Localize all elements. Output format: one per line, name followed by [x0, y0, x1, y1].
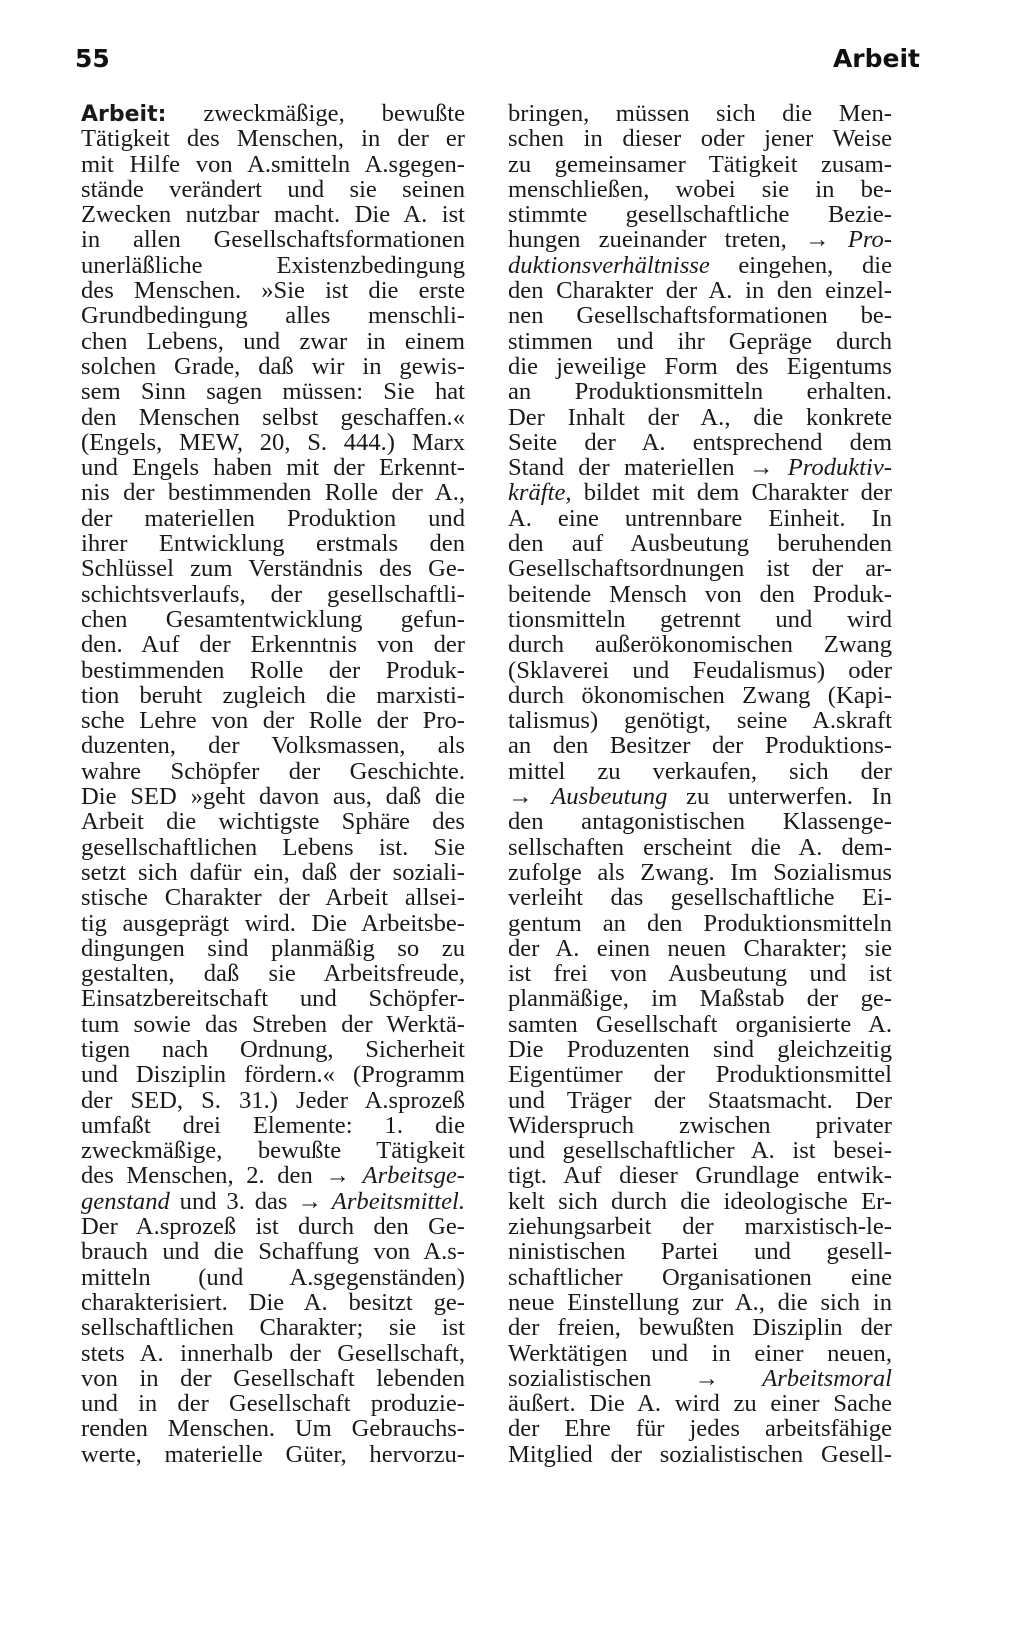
line-text: neue Einstellung zur A., die sich in — [508, 1288, 892, 1316]
text-line — [508, 683, 892, 708]
line-text: des Menschen, 2. den → — [81, 1162, 363, 1190]
text-line — [81, 379, 465, 404]
text-line — [508, 1189, 892, 1214]
text-line — [508, 227, 892, 252]
line-text: Grundbedingung alles menschli- — [81, 302, 465, 330]
text-line — [508, 1088, 892, 1113]
text-line — [81, 582, 465, 607]
line-text: und Disziplin fördern.« (Programm — [81, 1061, 465, 1089]
line-text: gentum an den Produktionsmitteln — [508, 909, 892, 937]
line-text: schaftlicher Organisationen eine — [508, 1263, 892, 1291]
text-line — [81, 329, 465, 354]
text-line — [508, 582, 892, 607]
line-text: ist frei von Ausbeutung und ist — [508, 960, 892, 988]
cross-reference: Ausbeutung — [551, 783, 668, 811]
running-head: Arbeit — [832, 44, 920, 73]
line-text: eingehen, die — [709, 251, 892, 279]
text-line — [508, 1265, 892, 1290]
line-text: der SED, S. 31.) Jeder A.sprozeß — [81, 1086, 465, 1114]
text-line — [508, 329, 892, 354]
text-line — [508, 354, 892, 379]
line-text: A. eine untrennbare Einheit. In — [508, 504, 892, 532]
line-text: gesellschaftlichen Lebens ist. Sie — [81, 833, 465, 861]
text-line — [81, 202, 465, 227]
text-line — [508, 986, 892, 1011]
text-line — [81, 278, 465, 303]
line-text: zweckmäßige, bewußte — [203, 100, 465, 127]
text-line — [81, 911, 465, 936]
text-line — [81, 1037, 465, 1062]
text-line — [508, 1037, 892, 1062]
line-text: bildet mit dem Charakter der — [571, 479, 892, 507]
text-line — [508, 911, 892, 936]
line-text: durch ökonomischen Zwang (Kapi- — [508, 681, 892, 709]
text-line — [81, 253, 465, 278]
text-line — [81, 1012, 465, 1037]
text-line — [81, 1416, 465, 1441]
line-text: die jeweilige Form des Eigentums — [508, 352, 892, 380]
line-text: kelt sich durch die ideologische Er- — [508, 1187, 892, 1215]
line-text: des Menschen. »Sie ist die erste — [81, 277, 465, 305]
line-text: → — [508, 783, 552, 811]
text-line — [508, 1341, 892, 1366]
text-line — [81, 809, 465, 834]
text-line — [508, 936, 892, 961]
text-line — [508, 1214, 892, 1239]
text-line — [508, 1113, 892, 1138]
line-text: mit Hilfe von A.smitteln A.sgegen- — [81, 150, 465, 178]
text-line — [81, 1290, 465, 1315]
line-text: schen in dieser oder jener Weise — [508, 125, 892, 153]
line-text: schichtsverlaufs, der gesellschaftli- — [81, 580, 465, 608]
text-line — [81, 1088, 465, 1113]
text-line — [81, 1366, 465, 1391]
text-line — [508, 202, 892, 227]
text-line — [81, 835, 465, 860]
text-line — [81, 708, 465, 733]
text-line — [508, 455, 892, 480]
text-line — [81, 430, 465, 455]
text-line — [81, 405, 465, 430]
line-text: tigen nach Ordnung, Sicherheit — [81, 1035, 465, 1063]
cross-reference: genstand — [81, 1187, 170, 1215]
line-text: an Produktionsmitteln erhalten. — [508, 378, 892, 406]
cross-reference: Arbeitsmoral — [762, 1364, 892, 1392]
line-text: Die SED »geht davon aus, daß die — [81, 783, 465, 811]
line-text: tionsmitteln getrennt und wird — [508, 605, 892, 633]
text-line — [508, 1290, 892, 1315]
line-text: Tätigkeit des Menschen, in der er — [81, 125, 465, 153]
text-line — [81, 936, 465, 961]
line-text: der A. einen neuen Charakter; sie — [508, 934, 892, 962]
line-text: den Menschen selbst geschaffen.« — [81, 403, 465, 431]
line-text: menschließen, wobei sie in be- — [508, 175, 892, 203]
text-line — [81, 354, 465, 379]
text-line — [508, 1163, 892, 1188]
text-line — [81, 531, 465, 556]
text-line — [81, 177, 465, 202]
line-text: unerläßliche Existenzbedingung — [81, 251, 465, 279]
line-text: dingungen sind planmäßig so zu — [81, 934, 465, 962]
text-line — [81, 1442, 465, 1467]
line-text: chen Gesamtentwicklung gefun- — [81, 605, 465, 633]
line-text: und Träger der Staatsmacht. Der — [508, 1086, 892, 1114]
text-line — [81, 227, 465, 252]
text-line — [81, 1163, 465, 1188]
text-line — [508, 1239, 892, 1264]
line-text: und gesellschaftlicher A. ist besei- — [508, 1137, 892, 1165]
line-text: zu gemeinsamer Tätigkeit zusam- — [508, 150, 892, 178]
line-text: tigt. Auf dieser Grundlage entwik- — [508, 1162, 892, 1190]
line-text: stische Charakter der Arbeit allsei- — [81, 884, 465, 912]
line-text: chen Lebens, und zwar in einem — [81, 327, 465, 355]
text-line — [508, 531, 892, 556]
line-text: charakterisiert. Die A. besitzt ge- — [81, 1288, 465, 1316]
line-text: an den Besitzer der Produktions- — [508, 732, 892, 760]
line-text: und in der Gesellschaft produzie- — [81, 1390, 465, 1418]
line-text: Werktätigen und in einer neuen, — [508, 1339, 892, 1367]
line-text: talismus) genötigt, seine A.skraft — [508, 707, 892, 735]
text-line — [81, 1113, 465, 1138]
line-text: der Ehre für jedes arbeitsfähige — [508, 1415, 892, 1443]
text-line — [508, 835, 892, 860]
text-line — [81, 986, 465, 1011]
line-text: Widerspruch zwischen privater — [508, 1111, 892, 1139]
text-line — [81, 1391, 465, 1416]
line-text: Arbeit die wichtigste Sphäre des — [81, 808, 465, 836]
line-text: sem Sinn sagen müssen: Sie hat — [81, 378, 465, 406]
line-text: sellschaftlichen Charakter; sie ist — [81, 1314, 465, 1342]
text-line — [81, 658, 465, 683]
line-text: der materiellen Produktion und — [81, 504, 465, 532]
line-text: samten Gesellschaft organisierte A. — [508, 1010, 892, 1038]
line-text: werte, materielle Güter, hervorzu- — [81, 1440, 465, 1468]
line-text: beitende Mensch von den Produk- — [508, 580, 892, 608]
right-column — [508, 101, 892, 1467]
line-text: mittel zu verkaufen, sich der — [508, 757, 892, 785]
text-line — [508, 303, 892, 328]
text-line — [508, 405, 892, 430]
line-text: zufolge als Zwang. Im Sozialismus — [508, 858, 892, 886]
text-line — [81, 126, 465, 151]
cross-reference: duktionsverhältnisse — [508, 251, 710, 279]
text-line — [81, 1265, 465, 1290]
text-line — [81, 1239, 465, 1264]
line-text: nis der bestimmenden Rolle der A., — [81, 479, 465, 507]
text-line — [508, 1391, 892, 1416]
line-text: bestimmenden Rolle der Produk- — [81, 656, 465, 684]
text-line — [508, 152, 892, 177]
line-text: verleiht das gesellschaftliche Ei- — [508, 884, 892, 912]
text-line — [508, 126, 892, 151]
line-text: duzenten, der Volksmassen, als — [81, 732, 465, 760]
line-text: Zwecken nutzbar macht. Die A. ist — [81, 201, 465, 229]
text-line — [81, 303, 465, 328]
line-text: stets A. innerhalb der Gesellschaft, — [81, 1339, 465, 1367]
line-text: (Engels, MEW, 20, S. 444.) Marx — [81, 428, 465, 456]
line-text: wahre Schöpfer der Geschichte. — [81, 757, 465, 785]
line-text: den auf Ausbeutung beruhenden — [508, 530, 892, 558]
line-text: mitteln (und A.sgegenständen) — [81, 1263, 465, 1291]
text-line — [81, 759, 465, 784]
text-line — [508, 278, 892, 303]
line-text: Schlüssel zum Verständnis des Ge- — [81, 555, 465, 583]
line-text: Die Produzenten sind gleichzeitig — [508, 1035, 892, 1063]
line-text: umfaßt drei Elemente: 1. die — [81, 1111, 465, 1139]
text-line — [508, 556, 892, 581]
text-line — [81, 961, 465, 986]
text-line — [81, 632, 465, 657]
line-text: gestalten, daß sie Arbeitsfreude, — [81, 960, 465, 988]
line-text: Gesellschaftsordnungen ist der ar- — [508, 555, 892, 583]
line-text: tig ausgeprägt wird. Die Arbeitsbe- — [81, 909, 465, 937]
text-line — [508, 1012, 892, 1037]
text-line — [508, 784, 892, 809]
text-line — [81, 101, 465, 126]
cross-reference: kräfte, — [508, 479, 572, 507]
line-text: Seite der A. entsprechend dem — [508, 428, 892, 456]
line-text: Stand der materiellen → — [508, 454, 788, 482]
line-text: tum sowie das Streben der Werktä- — [81, 1010, 465, 1038]
line-text: hungen zueinander treten, → — [508, 226, 848, 254]
line-text: äußert. Die A. wird zu einer Sache — [508, 1390, 892, 1418]
text-line — [81, 784, 465, 809]
line-text: durch außerökonomischen Zwang — [508, 631, 892, 659]
text-line — [81, 556, 465, 581]
line-text: stimmte gesellschaftliche Bezie- — [508, 201, 892, 229]
text-line — [81, 885, 465, 910]
text-line — [508, 1442, 892, 1467]
text-line — [508, 480, 892, 505]
text-line — [81, 1138, 465, 1163]
line-text: sche Lehre von der Rolle der Pro- — [81, 707, 465, 735]
line-text: und 3. das → — [169, 1187, 332, 1215]
cross-reference: Arbeitsge- — [362, 1162, 465, 1190]
text-line — [508, 1062, 892, 1087]
text-line — [508, 506, 892, 531]
line-text: sozialistischen → — [508, 1364, 763, 1392]
line-text: renden Menschen. Um Gebrauchs- — [81, 1415, 465, 1443]
text-line — [81, 860, 465, 885]
text-line — [81, 1214, 465, 1239]
line-text: Einsatzbereitschaft und Schöpfer- — [81, 985, 465, 1013]
line-text: Der A.sprozeß ist durch den Ge- — [81, 1213, 465, 1241]
line-text: zu unterwerfen. In — [667, 783, 892, 811]
text-line — [81, 152, 465, 177]
text-line — [81, 1062, 465, 1087]
cross-reference: Arbeitsmittel. — [331, 1187, 465, 1215]
text-line — [508, 607, 892, 632]
line-text: und Engels haben mit der Erkennt- — [81, 454, 465, 482]
text-line — [508, 1315, 892, 1340]
line-text: brauch und die Schaffung von A.s- — [81, 1238, 465, 1266]
page-number: 55 — [75, 44, 110, 73]
line-text: den. Auf der Erkenntnis von der — [81, 631, 465, 659]
text-line — [81, 506, 465, 531]
line-text: von in der Gesellschaft lebenden — [81, 1364, 465, 1392]
line-text: ninistischen Partei und gesell- — [508, 1238, 892, 1266]
line-text: (Sklaverei und Feudalismus) oder — [508, 656, 892, 684]
text-line — [508, 885, 892, 910]
line-text: den Charakter der A. in den einzel- — [508, 277, 892, 305]
text-line — [508, 430, 892, 455]
text-line — [81, 683, 465, 708]
text-line — [508, 658, 892, 683]
line-text: Eigentümer der Produktionsmittel — [508, 1061, 892, 1089]
text-line — [81, 733, 465, 758]
text-line — [81, 1189, 465, 1214]
text-line — [508, 809, 892, 834]
line-text: stimmen und ihr Gepräge durch — [508, 327, 892, 355]
text-line — [508, 708, 892, 733]
line-text: bringen, müssen sich die Men- — [508, 100, 892, 127]
left-column — [81, 101, 465, 1467]
text-line — [508, 177, 892, 202]
text-line — [508, 1366, 892, 1391]
line-text: Der Inhalt der A., die konkrete — [508, 403, 892, 431]
text-line — [508, 253, 892, 278]
text-line — [508, 733, 892, 758]
line-text: der freien, bewußten Disziplin der — [508, 1314, 892, 1342]
line-text: sellschaften erscheint die A. dem- — [508, 833, 892, 861]
line-text: in allen Gesellschaftsformationen — [81, 226, 465, 254]
line-text: den antagonistischen Klassenge- — [508, 808, 892, 836]
text-line — [508, 1138, 892, 1163]
line-text: zweckmäßige, bewußte Tätigkeit — [81, 1137, 465, 1165]
text-line — [508, 379, 892, 404]
line-text: planmäßige, im Maßstab der ge- — [508, 985, 892, 1013]
line-text: Mitglied der sozialistischen Gesell- — [508, 1440, 892, 1468]
text-line — [81, 480, 465, 505]
line-text: tion beruht zugleich die marxisti- — [81, 681, 465, 709]
text-line — [81, 1341, 465, 1366]
cross-reference: Produktiv- — [787, 454, 892, 482]
line-text: solchen Grade, daß wir in gewis- — [81, 352, 465, 380]
text-line — [508, 860, 892, 885]
cross-reference: Pro- — [847, 226, 892, 254]
entry-headword: Arbeit: — [81, 102, 167, 127]
line-text: nen Gesellschaftsformationen be- — [508, 302, 892, 330]
line-text: stände verändert und sie seinen — [81, 175, 465, 203]
text-line — [81, 607, 465, 632]
text-line — [508, 101, 892, 126]
text-line — [508, 1416, 892, 1441]
line-text: ihrer Entwicklung erstmals den — [81, 530, 465, 558]
text-line — [81, 1315, 465, 1340]
line-text: ziehungsarbeit der marxistisch-le- — [508, 1213, 892, 1241]
line-text: setzt sich dafür ein, daß der soziali- — [81, 858, 465, 886]
text-line — [508, 759, 892, 784]
text-line — [508, 961, 892, 986]
text-line — [81, 455, 465, 480]
text-line — [508, 632, 892, 657]
